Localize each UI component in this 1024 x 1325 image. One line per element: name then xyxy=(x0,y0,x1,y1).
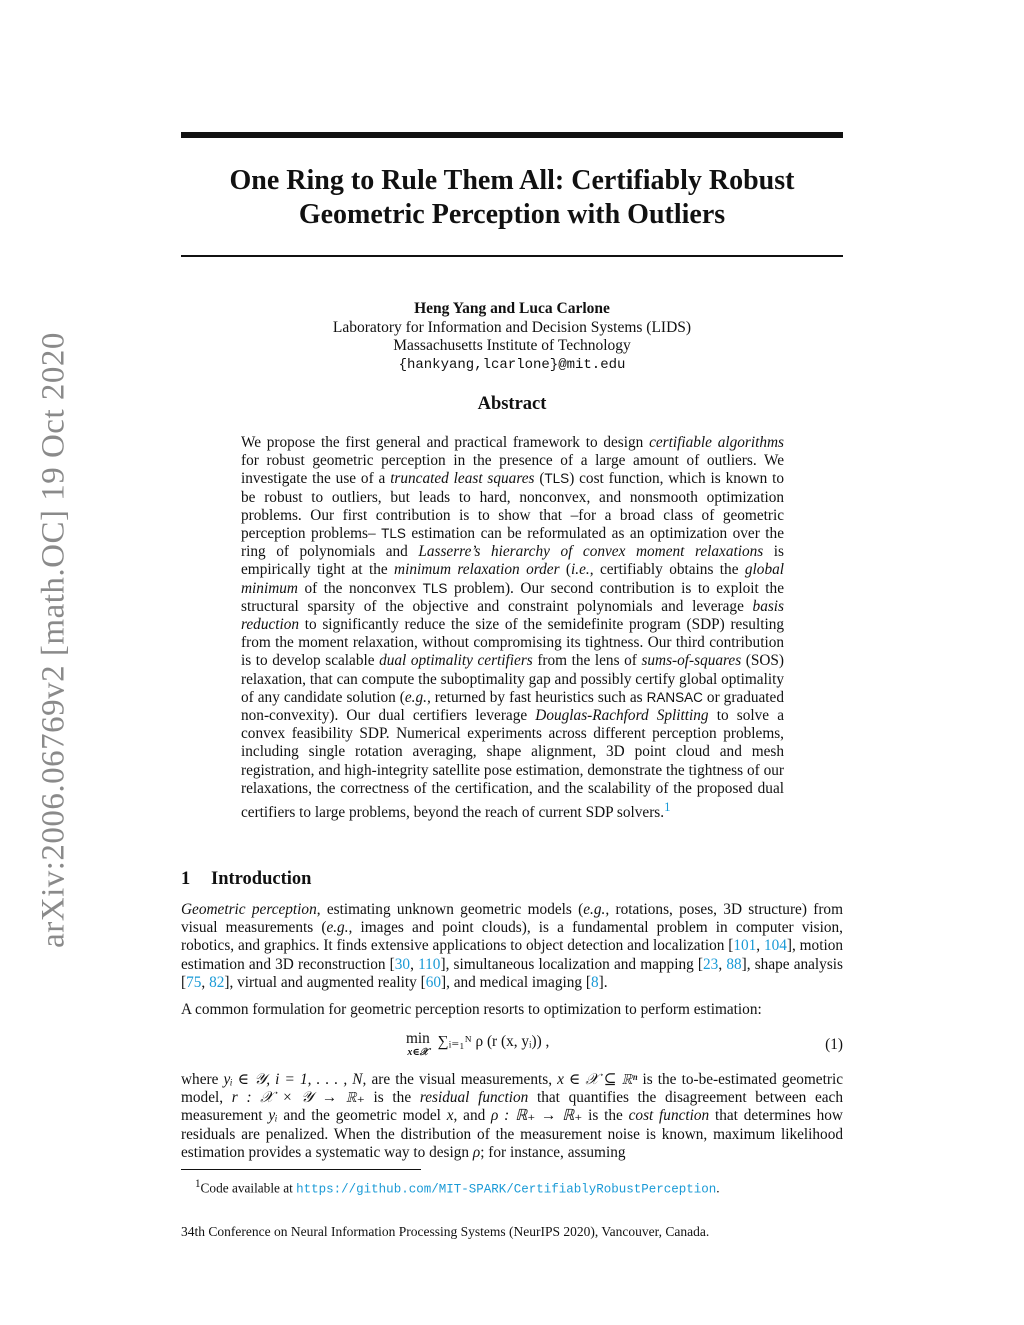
citation-link[interactable]: 110 xyxy=(418,955,441,973)
footnote-reference[interactable]: 1 xyxy=(664,800,671,815)
section-title: Introduction xyxy=(211,869,312,889)
equation-min-subscript: x∈𝒳 xyxy=(407,1047,429,1058)
citation-link[interactable]: 30 xyxy=(394,955,411,973)
abstract-body xyxy=(241,434,784,822)
intro-paragraph-1: Geometric perception, estimating unknown geometric models (e.g., rotations, poses, 3D structure) from visual measurements (e.g., images and point clouds), is a fundamental problem in computer vision, robotics, and graphics. It finds extensive applications to object detection and localization [101, 104], motion estimation and 3D reconstruction [30, 110], simultaneous localization and mapping [23, 88], shape analysis [75, 82], virtual and augmented reality [60], and medical imaging [8]. xyxy=(181,901,843,991)
section-number: 1 xyxy=(181,869,191,889)
author-names: Heng Yang and Luca Carlone xyxy=(414,300,610,317)
citation-link[interactable]: 88 xyxy=(726,955,742,973)
intro-paragraph-2: A common formulation for geometric perception resorts to optimization to perform estimation: xyxy=(181,1001,762,1018)
abstract-heading: Abstract xyxy=(477,394,547,414)
citation-link[interactable]: 104 xyxy=(763,937,787,955)
citation-link[interactable]: 101 xyxy=(733,937,757,955)
math-inline: r : 𝒳 × 𝒴 → ℝ₊ xyxy=(231,1089,365,1107)
footnote: $^1$Code available at https://github.com/MIT-SPARK/CertifiablyRobustPerception. xyxy=(195,1178,720,1197)
citation-link[interactable]: 75 xyxy=(186,973,202,991)
section-heading-introduction xyxy=(181,869,311,890)
title-line-1: One Ring to Rule Them All: Certifiably Robust xyxy=(229,165,795,196)
equation-body xyxy=(406,1032,549,1060)
equation-number: (1) xyxy=(825,1036,843,1053)
citation-link[interactable]: 60 xyxy=(425,973,441,991)
title-bottom-rule xyxy=(181,255,843,257)
math-inline: ρ : ℝ₊ → ℝ₊ xyxy=(491,1107,583,1125)
math-inline: yᵢ ∈ 𝒴, i = 1, . . . , N, xyxy=(223,1071,367,1088)
math-inline: x xyxy=(446,1107,454,1125)
equation-expression: ∑ᵢ₌₁ᴺ ρ (r (x, yᵢ)) , xyxy=(437,1033,550,1050)
title-top-rule xyxy=(181,132,843,138)
affiliation-lab: Laboratory for Information and Decision Systems (LIDS) xyxy=(332,318,692,336)
abstract-paragraph: We propose the first general and practical framework to design certifiable algorithms for robust geometric perception in the presence of a large amount of outliers. We investigate the use of a truncated least squares (TLS) cost function, which is known to be robust to outliers, but leads to hard, nonconvex, and nonsmooth optimization problems. Our first contribution is to show that –for a broad class of geometric perception problems– TLS estimation can be reformulated as an optimization over the ring of polynomials and Lasserre’s hierarchy of convex moment relaxations is empirically tight at the minimum relaxation order (i.e., certifiably obtains the global minimum of the nonconvex TLS problem). Our second contribution is to exploit the structural sparsity of the objective and constraint polynomials and leverage basis reduction to significantly reduce the size of the semidefinite program (SDP) resulting from the moment relaxation, without compromising its tightness. Our third contribution is to develop scalable dual optimality certifiers from the lens of sums-of-squares (SOS) relaxation, that can compute the suboptimality gap and possibly certify global optimality of any candidate solution (e.g., returned by fast heuristics such as RANSAC or graduated non-convexity). Our dual certifiers leverage Douglas-Rachford Splitting to solve a convex feasibility SDP. Numerical experiments across different perception problems, including single rotation averaging, shape alignment, 3D point cloud and mesh registration, and high-integrity satellite pose estimation, demonstrate the tightness of our relaxations, the correctness of the certification, and the scalability of the proposed dual certifiers to large problems, beyond the reach of current SDP solvers.$^1$ xyxy=(241,434,785,822)
affiliation-institute: Massachusetts Institute of Technology xyxy=(393,337,631,354)
arxiv-identifier: arXiv:2006.06769v2 [math.OC] 19 Oct 2020 xyxy=(35,332,72,948)
intro-paragraph-3: where yᵢ ∈ 𝒴, i = 1, . . . , N, are the visual measurements, x ∈ 𝒳 ⊆ ℝⁿ is the to-be-estimated geometric model, r : 𝒳 × 𝒴 → ℝ₊ is the residual function that quantifies the disagreement between each measurement yᵢ and the geometric model x, and ρ : ℝ₊ → ℝ₊ is the cost function that determines how residuals are penalized. When the distribution of the measurement noise is known, maximum likelihood estimation provides a systematic way to design ρ; for instance, assuming xyxy=(181,1071,843,1161)
footnote-mark: 1 xyxy=(195,1178,201,1190)
footnote-divider xyxy=(181,1169,421,1170)
title-line-2: Geometric Perception with Outliers xyxy=(298,199,726,230)
equation-min-operator: min x∈𝒳 xyxy=(406,1030,430,1058)
citation-link[interactable]: 23 xyxy=(703,955,719,973)
math-inline: ρ xyxy=(472,1143,481,1161)
author-block xyxy=(181,300,843,374)
conference-note: 34th Conference on Neural Information Processing Systems (NeurIPS 2020), Vancouver, Canada. xyxy=(181,1224,710,1239)
math-inline: yᵢ xyxy=(268,1107,278,1125)
math-inline: x ∈ 𝒳 ⊆ ℝⁿ xyxy=(557,1071,638,1088)
paper-title xyxy=(181,164,843,232)
citation-link[interactable]: 82 xyxy=(209,973,225,991)
equation-1 xyxy=(181,1030,843,1064)
author-email: {hankyang,lcarlone}@mit.edu xyxy=(398,356,626,373)
citation-link[interactable]: 8 xyxy=(590,973,599,991)
github-link[interactable]: https://github.com/MIT-SPARK/CertifiablyRobustPerception xyxy=(296,1182,717,1197)
